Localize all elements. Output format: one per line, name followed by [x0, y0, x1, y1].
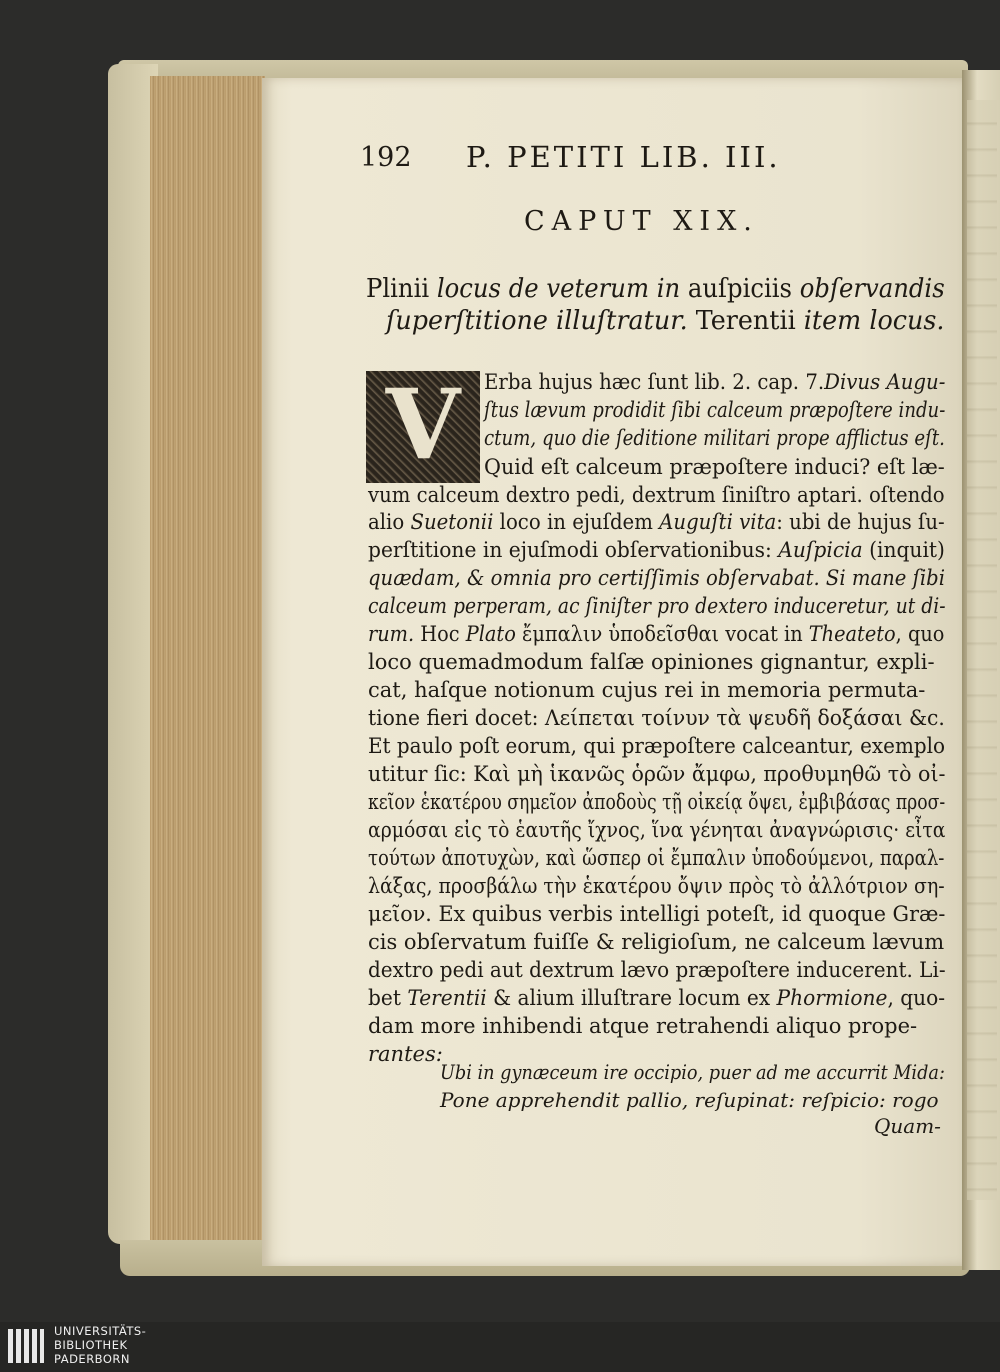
text-line	[484, 398, 945, 422]
text-run: μεῖον.	[368, 902, 432, 926]
text-line	[368, 986, 945, 1010]
text-run: perſtitione in ejuſmodi obſervationibus:	[368, 538, 779, 562]
verse-line: Pone apprehendit pallio, reſupinat: reſpicio: rogo	[440, 1088, 939, 1112]
text-run: loco in ejuſdem	[493, 510, 660, 534]
text-line	[368, 874, 945, 898]
text-line	[368, 650, 935, 674]
text-run: tione fieri docet: Λείπεται τοίνυν τὰ ψευδῆ δοξάσαι &c.	[368, 706, 945, 730]
text-run: Auguſti vita	[659, 510, 777, 534]
text-run: obſervandis	[799, 274, 945, 304]
verse-line: Ubi in gynæceum ire occipio, puer ad me accurrit Mida:	[440, 1060, 945, 1084]
text-run: (inquit)	[862, 538, 945, 562]
text-line	[368, 790, 945, 814]
library-logo-icon	[6, 1325, 46, 1369]
chapter-summary-line-1	[366, 274, 945, 304]
text-line	[368, 622, 944, 646]
text-line	[484, 426, 945, 450]
text-run: Terentii	[695, 306, 804, 336]
text-run: dextro pedi aut dextrum lævo præpoſtere inducerent. Li-	[368, 958, 946, 982]
text-run: Terentii	[407, 986, 487, 1010]
decorated-initial	[366, 368, 480, 483]
page-edges	[150, 76, 265, 1268]
text-line	[368, 818, 945, 842]
text-line	[484, 370, 945, 394]
text-run: quædam, & omnia pro certiſſimis obſervabat. Si mane ſibi	[368, 566, 946, 590]
text-line	[368, 510, 945, 534]
text-run: rum.	[368, 622, 415, 646]
text-run: λάξας, προσβάλω τὴν ἑκατέρου ὄψιν πρὸς τὸ ἀλλότριον ση-	[368, 874, 945, 898]
facing-page-text	[967, 100, 997, 1200]
text-line	[368, 902, 945, 926]
text-run: Hoc	[414, 622, 466, 646]
text-run: calceum perperam, ac ſiniſter pro dextero induceretur, ut di-	[368, 594, 946, 618]
text-run: cat, haſque notionum cujus rei in memoria permuta-	[368, 678, 926, 702]
text-run: bet	[368, 986, 408, 1010]
text-run: item locus.	[803, 306, 945, 336]
text-run: Suetonii	[410, 510, 494, 534]
library-name-line-1: UNIVERSITÄTS-	[54, 1324, 147, 1338]
text-run: utitur ſic: Καὶ μὴ ἱκανῶς ὁρῶν ἄμφω, προθυμηθῶ τὸ οἰ-	[368, 762, 946, 786]
text-run: Plato	[465, 622, 516, 646]
text-line	[368, 566, 945, 590]
text-run: dam more inhibendi atque retrahendi aliquo prope-	[368, 1014, 918, 1038]
text-run: vum calceum dextro pedi, dextrum ſiniſtro aptari. oſtendo	[368, 483, 945, 507]
text-run: κεῖον ἑκατέρου σημεῖον ἀποδοὺς τῇ οἰκείᾳ ὄψει, ἐμβιβάσας προσ-	[368, 790, 946, 814]
catchword: Quam-	[874, 1114, 941, 1138]
text-line	[368, 1042, 443, 1066]
text-run: ſtus lævum prodidit ſibi calceum præpoſtere indu-	[484, 398, 946, 422]
page-number: 192	[360, 142, 412, 173]
text-line	[368, 538, 945, 562]
text-line	[368, 958, 946, 982]
text-line	[368, 678, 925, 702]
text-run: & alium illuſtrare locum ex	[486, 986, 777, 1010]
text-run: : ubi de hujus ſu-	[776, 510, 945, 534]
text-run: αρμόσαι εἰς τὸ ἑαυτῆς ἴχνος, ἵνα γένηται ἀναγνώρισις· εἶτα	[368, 818, 946, 842]
text-line	[368, 930, 944, 954]
text-line	[368, 762, 945, 786]
text-run: alio	[368, 510, 411, 534]
text-run: cis obſervatum fuiſſe & religioſum, ne calceum lævum	[368, 930, 945, 954]
library-name-line-2: BIBLIOTHEK	[54, 1338, 128, 1352]
text-line	[368, 594, 946, 618]
text-run: Plinii	[366, 274, 437, 304]
initial-letter: V	[385, 368, 461, 481]
text-run: Auſpicia	[778, 538, 863, 562]
text-run: ſuperſtitione illuſtratur.	[386, 306, 696, 336]
text-run: Erba hujus hæc ſunt lib. 2. cap. 7.	[484, 370, 825, 394]
text-run: auſpiciis	[687, 274, 800, 304]
text-run: Divus Augu-	[824, 370, 946, 394]
text-run: locus de veterum in	[436, 274, 688, 304]
text-line	[368, 706, 945, 730]
text-run: ἔμπαλιν ὑποδεῖσθαι vocat in	[515, 622, 809, 646]
text-line	[368, 846, 944, 870]
chapter-summary-line-2	[386, 306, 944, 336]
text-run: Phormione	[776, 986, 888, 1010]
text-line	[368, 483, 945, 507]
library-banner	[0, 1322, 1000, 1372]
running-title: P. PETITI LIB. III.	[466, 140, 781, 174]
text-run: , quo	[895, 622, 945, 646]
text-run: τούτων ἀποτυχὼν, καὶ ὥσπερ οἱ ἔμπαλιν ὑποδούμενοι, παραλ-	[368, 846, 945, 870]
text-run: Quid eſt calceum præpoſtere induci? eſt læ-	[484, 455, 945, 479]
chapter-title: CAPUT XIX.	[524, 206, 759, 237]
text-line	[484, 455, 945, 479]
text-run: Theateto	[808, 622, 896, 646]
library-name	[54, 1324, 146, 1366]
text-run: ctum, quo die ſeditione militari prope afflictus eſt.	[484, 426, 945, 450]
text-line	[368, 1014, 917, 1038]
text-line	[368, 734, 945, 758]
text-run: loco quemadmodum falſæ opiniones gignantur, expli-	[368, 650, 935, 674]
text-run: rantes:	[368, 1042, 443, 1066]
text-run: Et paulo poſt eorum, qui præpoſtere calceantur, exemplo	[368, 734, 945, 758]
text-run: , quo-	[887, 986, 946, 1010]
library-name-line-3: PADERBORN	[54, 1352, 131, 1366]
text-run: Ex quibus verbis intelligi poteſt, id quoque Græ-	[431, 902, 946, 926]
